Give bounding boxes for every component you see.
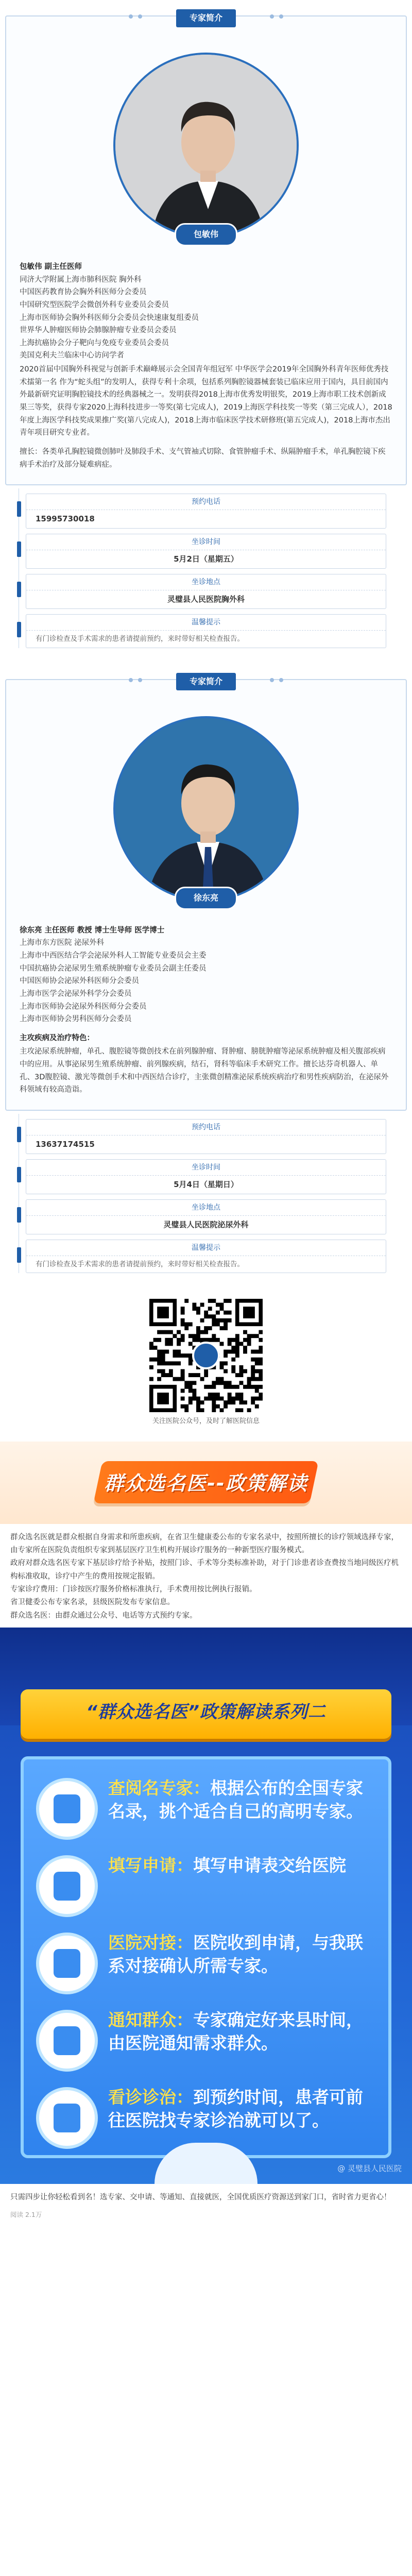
section-label: 专家简介: [176, 673, 236, 691]
appointment-phone-row: [26, 1119, 386, 1154]
bio-line: 美国克利夫兰临床中心访问学者: [20, 351, 124, 360]
doctor-bio: [20, 924, 392, 1096]
bio-line: 世界华人肿瘤医师协会肺腺肿瘤专业委员会委员: [20, 326, 177, 335]
side-tab: [17, 582, 21, 597]
step-body: 到预约时间，患者可前往医院找专家诊治就可以了。: [108, 2087, 363, 2130]
bio-line: 中国医师协会泌尿外科医师分会委员: [20, 977, 139, 986]
policy-paragraph: 专家诊疗费用：门诊按医疗服务价格标准执行，手术费用按比例执行报销。: [10, 1585, 257, 1594]
appointment-info-1: [26, 494, 386, 648]
bio-line: 中国抗癌协会泌尿男生殖系统肿瘤专业委员会副主任委员: [20, 964, 207, 973]
bio-line: 中国医药教育协会胸外科医师分会委员: [20, 288, 147, 297]
poster-step: [36, 2004, 376, 2081]
appointment-label: 预约电话: [26, 494, 386, 510]
doctor-title: 徐东亮 主任医师 教授 博士生导师 医学博士: [20, 926, 165, 935]
form-icon: [36, 1855, 98, 1917]
visit-time-label: 坐诊时间: [26, 1160, 386, 1176]
visit-time: 5月2日（星期五）: [174, 554, 238, 564]
doctor-nameplate: 徐东亮: [175, 887, 237, 910]
visit-time-label: 坐诊时间: [26, 534, 386, 550]
expertise-heading: 主攻疾病及治疗特色：: [20, 1033, 94, 1042]
policy-paragraph: 省卫健委公布专家名录，县级医院发布专家信息。: [10, 1598, 175, 1607]
poster-watermark: @ 灵璧县人民医院: [337, 2163, 402, 2173]
step-body: 专家确定好来县时间，由医院通知需求群众。: [108, 2010, 363, 2053]
qr-section: [0, 1289, 412, 1441]
poster-step: [36, 1772, 376, 1849]
policy-poster: [0, 1628, 412, 2184]
side-tab: [17, 541, 21, 557]
doctor-nameplate: 包敏伟: [175, 223, 237, 246]
side-tab: [17, 622, 21, 637]
step-text: [108, 1931, 376, 1977]
appointment-phone-row: [26, 494, 386, 529]
side-tab: [17, 1247, 21, 1263]
footer-text: 只需四步让你轻松看到名！选专家、交申请、等通知、直接就医，全国优质医疗资源送到家门口，省时省力更省心！: [10, 2193, 391, 2202]
visit-place-label: 坐诊地点: [26, 574, 386, 590]
bio-line: 上海市医学会泌尿外科学分会委员: [20, 989, 132, 998]
doctor-portrait-image: [113, 53, 299, 238]
side-tab: [17, 1207, 21, 1223]
doctor-title: 包敏伟 副主任医师: [20, 263, 82, 271]
appointment-phone[interactable]: 13637174515: [36, 1139, 95, 1149]
doctor-bio: [20, 261, 392, 471]
step-highlight: 通知群众：: [108, 2010, 193, 2030]
bio-line: 同济大学附属上海市肺科医院 胸外科: [20, 275, 142, 284]
footer: [0, 2184, 412, 2229]
tip-row: [26, 1240, 386, 1274]
bio-expertise: 擅长：各类单孔胸腔镜微创肺叶及肺段手术、支气管袖式切除、食管肿瘤手术、纵隔肿瘤手术，单孔胸腔镜下疾病手术治疗及部分疑难病症。: [20, 447, 386, 469]
bio-line: 中国研究型医院学会微创外科专业委员会委员: [20, 300, 169, 309]
appointment-label: 预约电话: [26, 1120, 386, 1136]
step-text: [108, 1777, 376, 1823]
step-highlight: 填写申请：: [108, 1855, 193, 1876]
appointment-info-2: [26, 1119, 386, 1273]
step-body: 医院收到申请，与我联系对接确认所需专家。: [108, 1933, 363, 1976]
hospital-logo-icon: [192, 1342, 220, 1369]
appointment-phone[interactable]: 15995730018: [36, 514, 95, 523]
step-highlight: 医院对接：: [108, 1933, 193, 1953]
poster-step: [36, 1926, 376, 2004]
side-tab: [17, 1167, 21, 1182]
portrait-illustration: [115, 718, 299, 902]
hospital-icon: [36, 1933, 98, 1994]
side-tab: [17, 501, 21, 517]
poster-step: [36, 1849, 376, 1926]
tip-row: [26, 614, 386, 648]
visit-place-row: [26, 1199, 386, 1234]
step-body: 填写申请表交给医院: [193, 1855, 346, 1876]
section-label: 专家简介: [176, 9, 236, 27]
bio-expertise: 主攻泌尿系统肿瘤，单孔、腹腔镜等微创技术在前列腺肿瘤、肾肿瘤、膀胱肿瘤等泌尿系统肿瘤及相关腹部疾病中的应用。从事泌尿男生殖系统肿瘤、前列腺疾病，结石，肾科等临床手术研究工作。擅长达芬奇机器人、单孔、3D腹腔镜、激光等微创手术和中西医结合诊疗，主张微创精准泌尿系统疾病治疗和男性疾病防治，在泌尿外科领域有较高造诣。: [20, 1047, 389, 1094]
visit-time-row: [26, 534, 386, 569]
policy-text: [0, 1524, 412, 1628]
doctor-list-icon: [36, 1778, 98, 1840]
bio-line: 上海市医师协会男科医师分会委员: [20, 1015, 132, 1024]
bio-paragraph: 2020首届中国胸外科视觉与创新手术巅峰展示会全国青年组冠军 中华医学会2019年全国胸外科青年医师优秀技术擂第一名 作为“蛇头组”的发明人，获得专利十余项，包括系列胸腔镜器械套装已临床应用于国内，具目前国内外最新研究证明胸腔镜技术的经典器械之一。发明获得2018上海市优秀发明银奖，2019上海市职工技术创新成果三等奖，获得专家2020上海科技进步一等奖(第七完成人)，2019上海医学科技奖一等奖（第三完成人），2018年度上海医学科技奖成果推广奖(第八完成人)，2018上海市临床医学技术研修班(第五完成人)，2018上海市杰出青年项目研究专业者。: [20, 365, 392, 437]
visit-place-row: [26, 574, 386, 609]
read-count: 阅读 2.1万: [10, 2210, 42, 2218]
side-tab: [17, 1127, 21, 1142]
doctor-card-1-frame: [5, 15, 407, 485]
doctor-card-1: [0, 15, 412, 664]
policy-paragraph: 群众选名医就是群众根据自身需求和所患疾病，在省卫生健康委公布的专家名录中，按照所擅长的诊疗领域选择专家，由专家所在医院负责组织专家到基层医疗卫生机构开展诊疗服务的一种新型医疗服务模式。: [10, 1533, 399, 1554]
notification-icon: [36, 2010, 98, 2072]
tip-text: 有门诊检查及手术需求的患者请提前预约，来时带好相关检查报告。: [36, 1260, 244, 1268]
poster-header: “群众选名医”政策解读系列二: [86, 1702, 326, 1723]
bio-line: 上海市医师协会泌尿外科医师分会委员: [20, 1002, 147, 1011]
portrait-illustration: [115, 55, 299, 238]
step-highlight: 看诊诊治：: [108, 2087, 193, 2108]
bio-line: 上海市中西医结合学会泌尿外科人工智能专业委员会主委: [20, 951, 207, 960]
step-text: [108, 2086, 376, 2132]
visit-time: 5月4日（星期日）: [174, 1179, 238, 1189]
bio-line: 上海市医师协会胸外科医师分会委员会快速康复组委员: [20, 313, 199, 322]
doctor-portrait-image: [113, 716, 299, 902]
qr-caption: 关注医院公众号，及时了解医院信息: [152, 1417, 260, 1426]
tip-label: 温馨提示: [26, 615, 386, 631]
qr-code[interactable]: [149, 1299, 263, 1412]
visit-time-row: [26, 1159, 386, 1194]
tip-text: 有门诊检查及手术需求的患者请提前预约，来时带好相关检查报告。: [36, 634, 244, 643]
doctor-photo: [113, 53, 299, 238]
visit-place: 灵璧县人民医院胸外科: [167, 594, 245, 604]
doctor-card-2: [0, 676, 412, 1289]
policy-title: 群众选名医--政策解读: [104, 1471, 308, 1495]
bio-line: 上海市东方医院 泌尿外科: [20, 939, 105, 947]
tip-label: 温馨提示: [26, 1240, 386, 1256]
step-body: 根据公布的全国专家名录，挑个适合自己的高明专家。: [108, 1778, 363, 1821]
step-text: [108, 2009, 376, 2055]
step-text: [108, 1854, 376, 1877]
visit-place-label: 坐诊地点: [26, 1200, 386, 1216]
step-highlight: 查阅名专家：: [108, 1778, 210, 1799]
policy-paragraph: 政府对群众选名医专家下基层诊疗给予补贴，按照门诊、手术等分类标准补助，对于门诊患者诊查费按当地同级医疗机构标准收取，诊疗中产生的费用按规定报销。: [10, 1559, 399, 1581]
bio-line: 上海抗癌协会分子靶向与免疫专业委员会委员: [20, 338, 169, 347]
stethoscope-icon: [36, 2087, 98, 2149]
policy-banner: [0, 1442, 412, 1524]
doctor-photo: [113, 716, 299, 902]
doctor-card-2-frame: [5, 676, 407, 1111]
visit-place: 灵璧县人民医院泌尿外科: [163, 1219, 249, 1229]
policy-paragraph: 群众选名医：由群众通过公众号、电话等方式预约专家。: [10, 1611, 197, 1620]
